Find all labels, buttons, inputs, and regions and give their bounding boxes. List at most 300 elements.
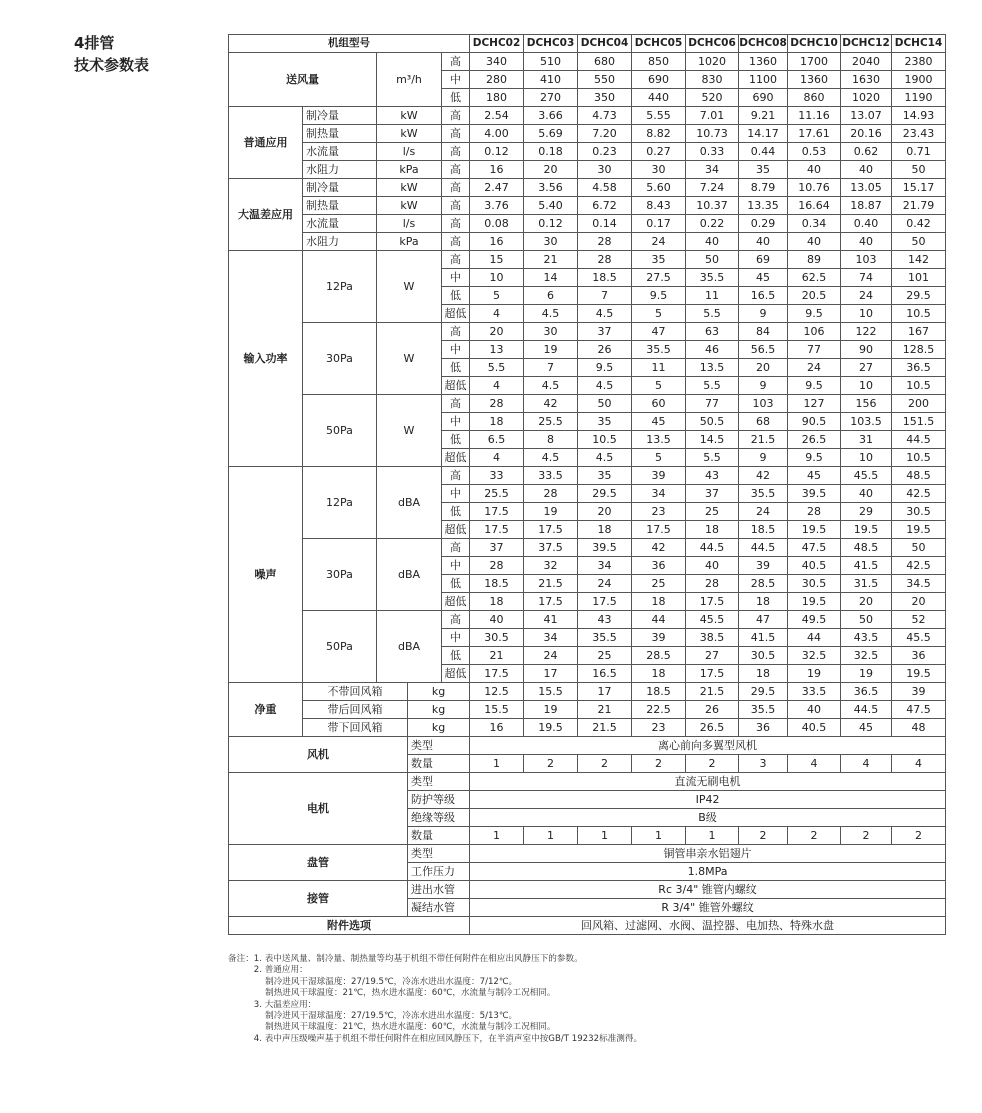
value-cell: 24 bbox=[841, 287, 892, 305]
group-label-noise: 噪声 bbox=[229, 467, 303, 683]
level-cell: 超低 bbox=[442, 449, 470, 467]
value-cell: 8 bbox=[524, 431, 578, 449]
param-name: 制热量 bbox=[303, 197, 377, 215]
value-cell: 2 bbox=[841, 827, 892, 845]
value-cell: 43.5 bbox=[841, 629, 892, 647]
value-cell: 0.08 bbox=[470, 215, 524, 233]
value-cell: 50 bbox=[892, 539, 946, 557]
value-cell: 40 bbox=[841, 485, 892, 503]
value-cell: 48.5 bbox=[841, 539, 892, 557]
param-name: 类型 bbox=[408, 737, 470, 755]
level-cell: 中 bbox=[442, 71, 470, 89]
value-cell: 29.5 bbox=[892, 287, 946, 305]
level-cell: 低 bbox=[442, 575, 470, 593]
value-cell: 45 bbox=[841, 719, 892, 737]
value-cell: 25 bbox=[632, 575, 686, 593]
model-name: DCHC10 bbox=[788, 35, 841, 53]
value-cell: 340 bbox=[470, 53, 524, 71]
value-cell: 17.5 bbox=[686, 593, 739, 611]
model-name: DCHC14 bbox=[892, 35, 946, 53]
value-cell: 18 bbox=[470, 413, 524, 431]
value-cell: 47 bbox=[739, 611, 788, 629]
value-cell: 13 bbox=[470, 341, 524, 359]
value-cell: 24 bbox=[788, 359, 841, 377]
value-cell: 45 bbox=[632, 413, 686, 431]
value-cell: 40.5 bbox=[788, 557, 841, 575]
value-cell: 31 bbox=[841, 431, 892, 449]
value-cell: 45 bbox=[739, 269, 788, 287]
value-cell: 410 bbox=[524, 71, 578, 89]
value-cell: 17.5 bbox=[578, 593, 632, 611]
level-cell: 高 bbox=[442, 539, 470, 557]
value-cell: 21 bbox=[470, 647, 524, 665]
unit-cell: kPa bbox=[377, 233, 442, 251]
value-cell: 5 bbox=[632, 377, 686, 395]
value-cell: 68 bbox=[739, 413, 788, 431]
param-name: 水流量 bbox=[303, 215, 377, 233]
value-cell: 77 bbox=[686, 395, 739, 413]
value-cell: 167 bbox=[892, 323, 946, 341]
value-cell: 19 bbox=[841, 665, 892, 683]
value-cell: 690 bbox=[632, 71, 686, 89]
value-cell: 680 bbox=[578, 53, 632, 71]
value-cell: 29.5 bbox=[578, 485, 632, 503]
table-row bbox=[229, 845, 946, 863]
table-row bbox=[229, 125, 946, 143]
value-cell: 21.5 bbox=[739, 431, 788, 449]
value-cell: 28 bbox=[524, 485, 578, 503]
value-cell: 17.5 bbox=[524, 521, 578, 539]
value-cell: 30.5 bbox=[788, 575, 841, 593]
value-cell: 37 bbox=[686, 485, 739, 503]
group-label-weight: 净重 bbox=[229, 683, 303, 737]
value-cell: 39.5 bbox=[788, 485, 841, 503]
value-cell: 6 bbox=[524, 287, 578, 305]
value-cell: 0.23 bbox=[578, 143, 632, 161]
value-cell: 103 bbox=[739, 395, 788, 413]
note-line: 制冷进风干湿球温度：27/19.5℃，冷冻水进出水温度：5/13℃。 bbox=[228, 1011, 518, 1022]
value-cell: 90.5 bbox=[788, 413, 841, 431]
value-cell: 28 bbox=[578, 233, 632, 251]
value-cell: 13.35 bbox=[739, 197, 788, 215]
value-cell: 50.5 bbox=[686, 413, 739, 431]
value-cell: 180 bbox=[470, 89, 524, 107]
value-cell: 1190 bbox=[892, 89, 946, 107]
param-name: 水阻力 bbox=[303, 161, 377, 179]
value-cell: 17.5 bbox=[470, 665, 524, 683]
value-cell: 9.5 bbox=[788, 305, 841, 323]
value-cell: 350 bbox=[578, 89, 632, 107]
value-cell: 13.5 bbox=[686, 359, 739, 377]
value-cell: 13.05 bbox=[841, 179, 892, 197]
value-cell: 32.5 bbox=[841, 647, 892, 665]
value-cell: 10.5 bbox=[892, 377, 946, 395]
group-label-bigdt: 大温差应用 bbox=[229, 179, 303, 251]
value-cell: 69 bbox=[739, 251, 788, 269]
value-cell: 18 bbox=[632, 665, 686, 683]
value-cell: 4.73 bbox=[578, 107, 632, 125]
value-cell: 23 bbox=[632, 719, 686, 737]
unit-cell: kg bbox=[408, 701, 470, 719]
value-cell: 35.5 bbox=[632, 341, 686, 359]
model-name: DCHC03 bbox=[524, 35, 578, 53]
value-cell: 0.40 bbox=[841, 215, 892, 233]
level-cell: 中 bbox=[442, 341, 470, 359]
value-cell: 19.5 bbox=[788, 521, 841, 539]
value-cell: 3.66 bbox=[524, 107, 578, 125]
value-cell: 5 bbox=[470, 287, 524, 305]
value-cell: 280 bbox=[470, 71, 524, 89]
unit-cell: kW bbox=[377, 179, 442, 197]
value-cell: 20 bbox=[578, 503, 632, 521]
value-cell: 50 bbox=[892, 161, 946, 179]
note-line: 4. 表中声压级噪声基于机组不带任何附件在相应回风静压下，在半消声室中按GB/T 19232标准测得。 bbox=[228, 1033, 643, 1044]
value-cell: 9 bbox=[739, 377, 788, 395]
value-cell: 32 bbox=[524, 557, 578, 575]
value-cell: 0.12 bbox=[470, 143, 524, 161]
value-cell: 40 bbox=[841, 161, 892, 179]
value-cell: 5.5 bbox=[470, 359, 524, 377]
level-cell: 高 bbox=[442, 179, 470, 197]
value-cell: 33.5 bbox=[524, 467, 578, 485]
value-cell: 89 bbox=[788, 251, 841, 269]
value-cell: 2040 bbox=[841, 53, 892, 71]
value-cell: 25 bbox=[578, 647, 632, 665]
value-cell: 39 bbox=[632, 629, 686, 647]
value-cell: 26.5 bbox=[686, 719, 739, 737]
value-cell: 5.5 bbox=[686, 305, 739, 323]
value-cell: 40 bbox=[788, 701, 841, 719]
value-cell: 30 bbox=[578, 161, 632, 179]
value-cell: 35.5 bbox=[686, 269, 739, 287]
table-row bbox=[229, 539, 946, 557]
value-cell: 19 bbox=[524, 701, 578, 719]
param-name: 水流量 bbox=[303, 143, 377, 161]
value-cell: 40.5 bbox=[788, 719, 841, 737]
value-cell: 20 bbox=[841, 593, 892, 611]
value-cell: 5 bbox=[632, 449, 686, 467]
value-cell: 17 bbox=[578, 683, 632, 701]
value-cell: 9.21 bbox=[739, 107, 788, 125]
table-row bbox=[229, 107, 946, 125]
value-cell: 2 bbox=[892, 827, 946, 845]
level-cell: 高 bbox=[442, 323, 470, 341]
value-cell: 2.54 bbox=[470, 107, 524, 125]
value-cell: 7.24 bbox=[686, 179, 739, 197]
level-cell: 高 bbox=[442, 215, 470, 233]
value-cell: 45.5 bbox=[841, 467, 892, 485]
value-cell: 21.5 bbox=[578, 719, 632, 737]
value-cell: 10.5 bbox=[892, 449, 946, 467]
value-cell: 34.5 bbox=[892, 575, 946, 593]
value-cell: 5.40 bbox=[524, 197, 578, 215]
note-line: 3. 大温差应用： bbox=[228, 999, 317, 1010]
value-cell: 52 bbox=[892, 611, 946, 629]
value-cell: 0.34 bbox=[788, 215, 841, 233]
value-cell: 18.5 bbox=[632, 683, 686, 701]
model-name: DCHC06 bbox=[686, 35, 739, 53]
value-cell: 40 bbox=[686, 557, 739, 575]
value-cell: 142 bbox=[892, 251, 946, 269]
param-name: 工作压力 bbox=[408, 863, 470, 881]
value-cell: 2 bbox=[578, 755, 632, 773]
value-cell: 37.5 bbox=[524, 539, 578, 557]
value-cell: 44 bbox=[788, 629, 841, 647]
value-cell: 10.5 bbox=[892, 305, 946, 323]
group-label-pipe: 接管 bbox=[229, 881, 408, 917]
value-cell: 74 bbox=[841, 269, 892, 287]
value-cell: 28.5 bbox=[632, 647, 686, 665]
note-line: 备注：1. 表中送风量、制冷量、制热量等均基于机组不带任何附件在相应出风静压下的参数。 bbox=[228, 954, 583, 964]
value-cell: 50 bbox=[686, 251, 739, 269]
level-cell: 低 bbox=[442, 359, 470, 377]
param-name: 不带回风箱 bbox=[303, 683, 408, 701]
value-cell: 4 bbox=[470, 449, 524, 467]
value-cell: 90 bbox=[841, 341, 892, 359]
value-cell: 37 bbox=[578, 323, 632, 341]
value-cell: 0.71 bbox=[892, 143, 946, 161]
level-cell: 高 bbox=[442, 251, 470, 269]
value-cell: 17 bbox=[524, 665, 578, 683]
param-name: 数量 bbox=[408, 827, 470, 845]
value-cell: 4 bbox=[892, 755, 946, 773]
value-cell: 1 bbox=[578, 827, 632, 845]
value-cell: 10.37 bbox=[686, 197, 739, 215]
value-cell: 63 bbox=[686, 323, 739, 341]
unit-cell: kg bbox=[408, 719, 470, 737]
value-cell: 1900 bbox=[892, 71, 946, 89]
value-cell: 7 bbox=[524, 359, 578, 377]
value-cell: 36 bbox=[632, 557, 686, 575]
value-cell: 20 bbox=[524, 161, 578, 179]
value-cell: 24 bbox=[632, 233, 686, 251]
value-cell: 0.42 bbox=[892, 215, 946, 233]
value-cell: 28 bbox=[578, 251, 632, 269]
value-cell: 36.5 bbox=[841, 683, 892, 701]
table-row bbox=[229, 35, 946, 53]
level-cell: 高 bbox=[442, 611, 470, 629]
value-cell: 7.01 bbox=[686, 107, 739, 125]
value-cell: 35 bbox=[632, 251, 686, 269]
value-cell: 41.5 bbox=[841, 557, 892, 575]
value-cell: 2380 bbox=[892, 53, 946, 71]
value-cell: 27 bbox=[686, 647, 739, 665]
merged-value: 离心前向多翼型风机 bbox=[470, 737, 946, 755]
level-cell: 高 bbox=[442, 143, 470, 161]
value-cell: 24 bbox=[524, 647, 578, 665]
value-cell: 50 bbox=[578, 395, 632, 413]
value-cell: 1630 bbox=[841, 71, 892, 89]
param-name: 类型 bbox=[408, 773, 470, 791]
value-cell: 40 bbox=[788, 233, 841, 251]
value-cell: 4.58 bbox=[578, 179, 632, 197]
value-cell: 17.5 bbox=[470, 521, 524, 539]
level-cell: 高 bbox=[442, 233, 470, 251]
value-cell: 26 bbox=[686, 701, 739, 719]
value-cell: 11 bbox=[686, 287, 739, 305]
value-cell: 48 bbox=[892, 719, 946, 737]
value-cell: 10 bbox=[841, 377, 892, 395]
value-cell: 18 bbox=[739, 665, 788, 683]
value-cell: 127 bbox=[788, 395, 841, 413]
level-cell: 低 bbox=[442, 287, 470, 305]
value-cell: 21 bbox=[524, 251, 578, 269]
merged-value: 铜管串亲水铝翅片 bbox=[470, 845, 946, 863]
value-cell: 103.5 bbox=[841, 413, 892, 431]
value-cell: 4.5 bbox=[524, 305, 578, 323]
value-cell: 36.5 bbox=[892, 359, 946, 377]
value-cell: 4 bbox=[841, 755, 892, 773]
group-label-power: 输入功率 bbox=[229, 251, 303, 467]
value-cell: 19.5 bbox=[524, 719, 578, 737]
group-label-normal: 普通应用 bbox=[229, 107, 303, 179]
value-cell: 18.87 bbox=[841, 197, 892, 215]
value-cell: 510 bbox=[524, 53, 578, 71]
value-cell: 36 bbox=[739, 719, 788, 737]
param-name: 制冷量 bbox=[303, 179, 377, 197]
note-line: 2. 普通应用： bbox=[228, 965, 308, 976]
value-cell: 4.5 bbox=[578, 377, 632, 395]
value-cell: 18 bbox=[578, 521, 632, 539]
value-cell: 39 bbox=[892, 683, 946, 701]
value-cell: 18 bbox=[739, 593, 788, 611]
value-cell: 28 bbox=[686, 575, 739, 593]
value-cell: 19 bbox=[524, 503, 578, 521]
value-cell: 60 bbox=[632, 395, 686, 413]
table-row bbox=[229, 251, 946, 269]
table-row bbox=[229, 179, 946, 197]
value-cell: 34 bbox=[578, 557, 632, 575]
value-cell: 5.69 bbox=[524, 125, 578, 143]
table-row bbox=[229, 143, 946, 161]
value-cell: 21.5 bbox=[524, 575, 578, 593]
value-cell: 1360 bbox=[788, 71, 841, 89]
value-cell: 15.17 bbox=[892, 179, 946, 197]
param-name: 水阻力 bbox=[303, 233, 377, 251]
value-cell: 43 bbox=[578, 611, 632, 629]
param-name: 绝缘等级 bbox=[408, 809, 470, 827]
value-cell: 44.5 bbox=[739, 539, 788, 557]
value-cell: 42 bbox=[524, 395, 578, 413]
pressure-cell: 50Pa bbox=[303, 395, 377, 467]
page-title bbox=[74, 32, 149, 76]
value-cell: 15.5 bbox=[470, 701, 524, 719]
value-cell: 15.5 bbox=[524, 683, 578, 701]
value-cell: 19 bbox=[524, 341, 578, 359]
value-cell: 30.5 bbox=[739, 647, 788, 665]
value-cell: 44.5 bbox=[892, 431, 946, 449]
value-cell: 17.5 bbox=[524, 593, 578, 611]
value-cell: 9.5 bbox=[788, 377, 841, 395]
merged-value: IP42 bbox=[470, 791, 946, 809]
param-name: 类型 bbox=[408, 845, 470, 863]
value-cell: 47.5 bbox=[788, 539, 841, 557]
value-cell: 0.44 bbox=[739, 143, 788, 161]
pressure-cell: 12Pa bbox=[303, 251, 377, 323]
pressure-cell: 12Pa bbox=[303, 467, 377, 539]
value-cell: 30.5 bbox=[470, 629, 524, 647]
value-cell: 17.61 bbox=[788, 125, 841, 143]
merged-value: 回风箱、过滤网、水阀、温控器、电加热、特殊水盘 bbox=[470, 917, 946, 935]
unit-cell: dBA bbox=[377, 539, 442, 611]
group-label-airflow: 送风量 bbox=[229, 53, 377, 107]
level-cell: 高 bbox=[442, 125, 470, 143]
value-cell: 14.17 bbox=[739, 125, 788, 143]
value-cell: 36 bbox=[892, 647, 946, 665]
value-cell: 2.47 bbox=[470, 179, 524, 197]
value-cell: 0.22 bbox=[686, 215, 739, 233]
value-cell: 29 bbox=[841, 503, 892, 521]
value-cell: 7 bbox=[578, 287, 632, 305]
value-cell: 9.5 bbox=[578, 359, 632, 377]
value-cell: 44.5 bbox=[841, 701, 892, 719]
value-cell: 17.5 bbox=[686, 665, 739, 683]
level-cell: 高 bbox=[442, 53, 470, 71]
pressure-cell: 30Pa bbox=[303, 539, 377, 611]
value-cell: 20 bbox=[892, 593, 946, 611]
table-row bbox=[229, 467, 946, 485]
value-cell: 128.5 bbox=[892, 341, 946, 359]
level-cell: 高 bbox=[442, 467, 470, 485]
value-cell: 7.20 bbox=[578, 125, 632, 143]
value-cell: 10.5 bbox=[578, 431, 632, 449]
pressure-cell: 30Pa bbox=[303, 323, 377, 395]
unit-cell: kPa bbox=[377, 161, 442, 179]
level-cell: 中 bbox=[442, 413, 470, 431]
value-cell: 50 bbox=[841, 611, 892, 629]
value-cell: 42.5 bbox=[892, 557, 946, 575]
value-cell: 19 bbox=[788, 665, 841, 683]
level-cell: 低 bbox=[442, 647, 470, 665]
value-cell: 4.5 bbox=[524, 449, 578, 467]
table-row bbox=[229, 719, 946, 737]
value-cell: 18.5 bbox=[578, 269, 632, 287]
value-cell: 48.5 bbox=[892, 467, 946, 485]
value-cell: 2 bbox=[632, 755, 686, 773]
value-cell: 24 bbox=[578, 575, 632, 593]
table-row bbox=[229, 701, 946, 719]
value-cell: 18.5 bbox=[739, 521, 788, 539]
value-cell: 46 bbox=[686, 341, 739, 359]
value-cell: 16 bbox=[470, 719, 524, 737]
unit-cell: dBA bbox=[377, 611, 442, 683]
value-cell: 30.5 bbox=[892, 503, 946, 521]
note-line: 制热进风干球温度：21℃，热水进水温度：60℃，水流量与制冷工况相同。 bbox=[228, 1022, 556, 1033]
table-row bbox=[229, 323, 946, 341]
value-cell: 6.72 bbox=[578, 197, 632, 215]
value-cell: 28 bbox=[470, 395, 524, 413]
value-cell: 38.5 bbox=[686, 629, 739, 647]
value-cell: 28.5 bbox=[739, 575, 788, 593]
value-cell: 26.5 bbox=[788, 431, 841, 449]
value-cell: 1 bbox=[686, 827, 739, 845]
value-cell: 18 bbox=[686, 521, 739, 539]
group-label-fan: 风机 bbox=[229, 737, 408, 773]
value-cell: 0.27 bbox=[632, 143, 686, 161]
note-line: 制冷进风干湿球温度：27/19.5℃，冷冻水进出水温度：7/12℃。 bbox=[228, 976, 518, 987]
param-name: 带下回风箱 bbox=[303, 719, 408, 737]
value-cell: 860 bbox=[788, 89, 841, 107]
value-cell: 0.18 bbox=[524, 143, 578, 161]
value-cell: 8.82 bbox=[632, 125, 686, 143]
value-cell: 3 bbox=[739, 755, 788, 773]
value-cell: 1360 bbox=[739, 53, 788, 71]
value-cell: 520 bbox=[686, 89, 739, 107]
value-cell: 10.76 bbox=[788, 179, 841, 197]
value-cell: 21 bbox=[578, 701, 632, 719]
unit-cell: l/s bbox=[377, 143, 442, 161]
value-cell: 29.5 bbox=[739, 683, 788, 701]
